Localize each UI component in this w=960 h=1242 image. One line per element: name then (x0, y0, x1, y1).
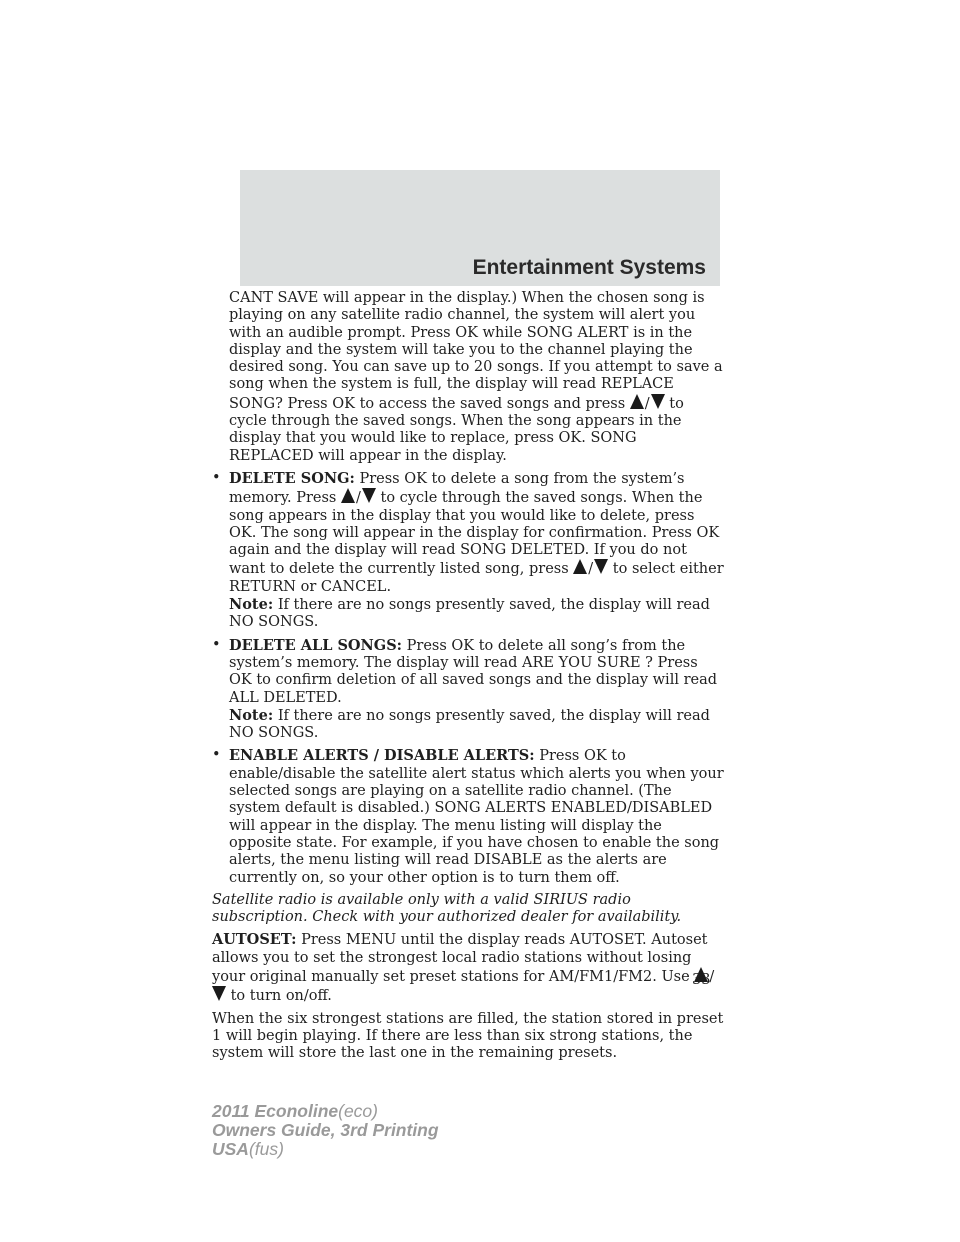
footer-market: USA (212, 1139, 249, 1159)
document-footer (212, 1102, 439, 1159)
section-header-bar (240, 170, 720, 286)
text-fragment: to cycle through the saved songs. When the song appears in the display that you would like to replace, press OK. SONG REPLACED will appear in the display. (229, 395, 684, 464)
footer-guide: Owners Guide, 3rd Printing (212, 1120, 439, 1140)
footer-market-code: (fus) (248, 1139, 284, 1159)
paragraph-autoset (212, 931, 724, 1005)
manual-body-text (212, 290, 724, 1067)
footer-model-line (212, 1102, 439, 1121)
term-label: DELETE ALL SONGS: (229, 636, 403, 654)
note-label: Note: (229, 706, 274, 724)
page-number: 33 (692, 972, 711, 988)
term-label: ENABLE ALERTS / DISABLE ALERTS: (229, 747, 535, 765)
note (229, 707, 724, 743)
list-item-delete-all-songs (212, 637, 724, 743)
text-fragment: Press OK to delete a song from the system’s memory. Press (229, 470, 685, 507)
down-arrow-icon (594, 559, 608, 574)
footer-model-code: (eco) (338, 1101, 378, 1121)
note-label: Note: (229, 596, 274, 614)
slash-separator: / (709, 968, 715, 985)
slash-separator: / (644, 395, 650, 412)
up-arrow-icon (341, 488, 355, 503)
text-fragment: to select either RETURN or CANCEL. (229, 561, 724, 595)
down-arrow-icon (212, 986, 226, 1001)
note (229, 596, 724, 632)
paragraph-replace-song (212, 290, 724, 465)
list-item-delete-song (212, 470, 724, 632)
text-fragment: Press MENU until the display reads AUTOSET. Autoset allows you to set the strongest local radio stations without losing your original manually set preset stations for AM/FM1/FM2. Use (212, 932, 708, 985)
note-text: If there are no songs presently saved, the display will read NO SONGS. (229, 707, 710, 742)
text-fragment: Press OK to enable/disable the satellite alert status which alerts you when your selected songs are playing on a satellite radio channel. (The system default is disabled.) SONG ALERTS ENABLED/DISABLED will appear in the display. The menu listing will display the opposite state. For example, if you have chosen to enable the song alerts, the menu listing will read DISABLE as the alerts are currently on, so your other option is to turn them off. (229, 748, 724, 886)
slash-separator: / (588, 561, 594, 578)
list-item-enable-disable-alerts (212, 747, 724, 886)
down-arrow-icon (362, 488, 376, 503)
bullet-marker: • (212, 469, 221, 486)
bullet-marker: • (212, 747, 221, 764)
text-fragment: to turn on/off. (230, 988, 332, 1005)
text-fragment: CANT SAVE will appear in the display.) When the chosen song is playing on any satellite radio channel, the system will alert you with an audible prompt. Press OK while SONG ALERT is in the display and the system will take you to the channel playing the desired song. You can save up to 20 songs. If you attempt to save a song when the system is full, the display will read REPLACE SONG? Press OK to access the saved songs and press (229, 290, 723, 412)
text-fragment: to cycle through the saved songs. When the song appears in the display that you would like to delete, press OK. The song will appear in the display for confirmation. Press OK again and the display will read SONG DELETED. If you do not want to delete the currently listed song, press (229, 490, 720, 578)
up-arrow-icon (630, 394, 644, 409)
footer-market-line (212, 1140, 439, 1159)
sirius-subscription-note: Satellite radio is available only with a valid SIRIUS radio subscription. Check with your authorized dealer for availability. (212, 891, 682, 926)
paragraph-six-strongest: When the six strongest stations are filled, the station stored in preset 1 will begin playing. If there are less than six strong stations, the system will store the last one in the remaining presets. (212, 1010, 724, 1062)
up-arrow-icon (573, 559, 587, 574)
slash-separator: / (356, 490, 361, 507)
footer-model: 2011 Econoline (212, 1101, 339, 1121)
bullet-marker: • (212, 636, 221, 653)
term-label: DELETE SONG: (229, 469, 355, 487)
text-fragment: Press OK to delete all song’s from the system’s memory. The display will read ARE YOU SURE ? Press OK to confirm deletion of all saved songs and the display will read ALL DELETED. (229, 637, 718, 706)
section-title: Entertainment Systems (472, 256, 706, 279)
down-arrow-icon (651, 394, 665, 409)
note-text: If there are no songs presently saved, the display will read NO SONGS. (229, 597, 710, 631)
term-label: AUTOSET: (212, 931, 297, 949)
